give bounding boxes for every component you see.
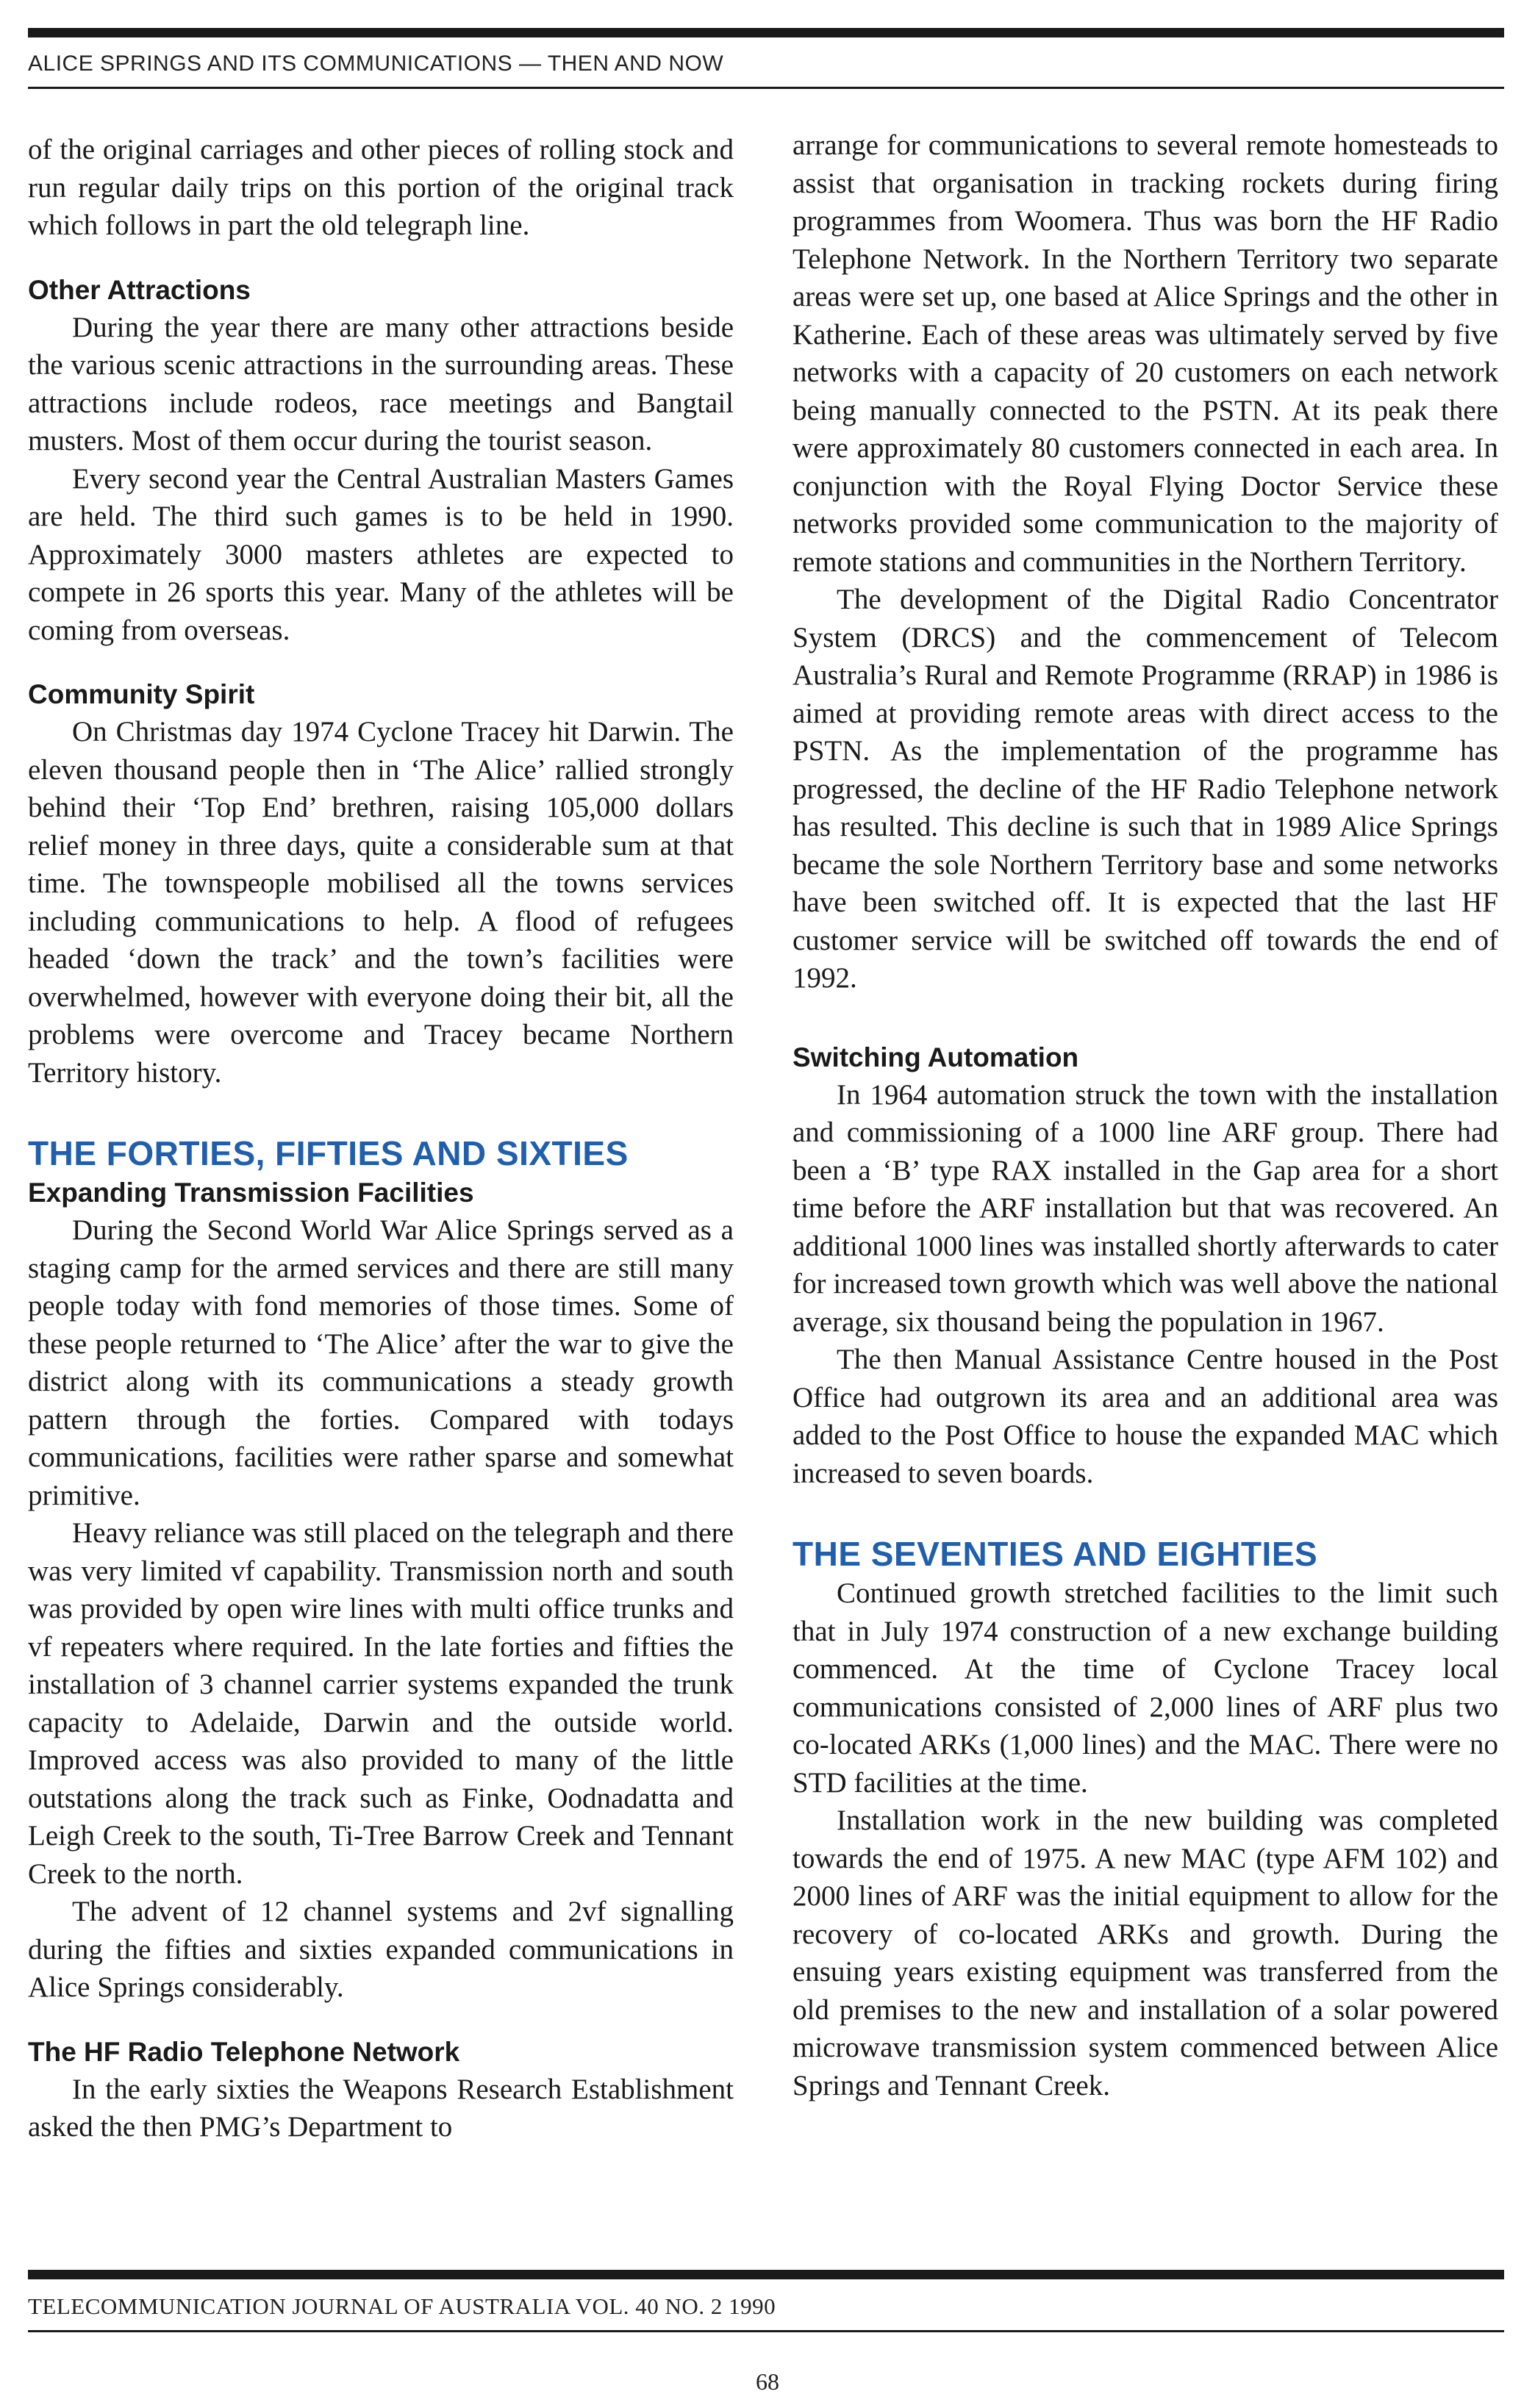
footer-rule-thin — [28, 2330, 1504, 2332]
paragraph: The then Manual Assistance Centre housed in the Post Office had outgrown its area and an additional area was added to the Post Office to house the expanded MAC which increased to seven boards. — [792, 1344, 1498, 1489]
header-rule-thin — [28, 87, 1504, 89]
paragraph: In 1964 automation struck the town with the installation and commissioning of a 1000 line ARF group. There had been a ‘B’ type RAX installed in the Gap area for a short time before the ARF installation but that was recovered. An additional 1000 lines was installed shortly afterwards to cater for increased town growth which was well above the national average, six thousand being the population in 1967. — [792, 1078, 1498, 1338]
paragraph: Every second year the Central Australian Masters Games are held. The third such games is to be held in 1990. Approximately 3000 masters athletes are expected to compete in 26 sports this year. Many of the athletes will be coming from overseas. — [28, 462, 734, 646]
paragraph: During the Second World War Alice Springs served as a staging camp for the armed services and there are still many people today with fond memories of those times. Some of these people returned to ‘The Alice’ after the war to give the district along with its communications a steady growth pattern through the forties. Compared with todays communications, facilities were rather sparse and somewhat primitive. — [28, 1214, 734, 1511]
subheading-community-spirit: Community Spirit — [28, 679, 255, 709]
footer-rule-thick — [28, 2270, 1504, 2279]
left-column — [28, 131, 734, 2146]
paragraph: Installation work in the new building was completed towards the end of 1975. A new MAC (type AFM 102) and 2000 lines of ARF was the initial equipment to allow for the recovery of co-located ARKs and growth. During the ensuing years existing equipment was transferred from the old premises to the new and installation of a solar powered microwave transmission system commenced between Alice Springs and Tennant Creek. — [792, 1805, 1498, 2101]
paragraph: In the early sixties the Weapons Research Establishment asked the then PMG’s Department to — [28, 2073, 734, 2143]
page-number: 68 — [756, 2368, 779, 2395]
journal-citation: TELECOMMUNICATION JOURNAL OF AUSTRALIA VOL. 40 NO. 2 1990 — [28, 2293, 776, 2319]
paragraph: The advent of 12 channel systems and 2vf signalling during the fifties and sixties expanded communications in Alice Springs considerably. — [28, 1896, 734, 2003]
paragraph: of the original carriages and other pieces of rolling stock and run regular daily trips on this portion of the original track which follows in part the old telegraph line. — [28, 134, 734, 241]
paragraph: During the year there are many other attractions beside the various scenic attractions in the surrounding areas. These attractions include rodeos, race meetings and Bangtail musters. Most of them occur during the tourist season. — [28, 311, 734, 456]
paragraph: arrange for communications to several remote homesteads to assist that organisation in tracking rockets during firing programmes from Woomera. Thus was born the HF Radio Telephone Network. In the Northern Territory two separate areas were set up, one based at Alice Springs and the other in Katherine. Each of these areas was ultimately served by five networks with a capacity of 20 customers on each network being manually connected to the PSTN. At its peak there were approximately 80 customers connected in each area. In conjunction with the Royal Flying Doctor Service these networks provided some communication to the majority of remote stations and communities in the Northern Territory. — [792, 129, 1498, 578]
subheading-switching-automation: Switching Automation — [792, 1042, 1079, 1072]
section-heading-forties: THE FORTIES, FIFTIES AND SIXTIES — [28, 1134, 629, 1172]
subheading-expanding-transmission: Expanding Transmission Facilities — [28, 1178, 474, 1208]
paragraph: Heavy reliance was still placed on the telegraph and there was very limited vf capability. Transmission north and south was provided by open wire lines with multi office trunks and vf repeaters where required. In the late forties and fifties the installation of 3 channel carrier systems expanded the trunk capacity to Adelaide, Darwin and the outside world. Improved access was also provided to many of the little outstations along the track such as Finke, Oodnadatta and Leigh Creek to the south, Ti-Tree Barrow Creek and Tennant Creek to the north. — [28, 1517, 734, 1890]
section-heading-seventies: THE SEVENTIES AND EIGHTIES — [792, 1535, 1318, 1573]
paragraph: On Christmas day 1974 Cyclone Tracey hit Darwin. The eleven thousand people then in ‘The Alice’ rallied strongly behind their ‘Top End’ brethren, raising 105,000 dollars relief money in three days, quite a considerable sum at that time. The townspeople mobilised all the towns services including communications to help. A flood of refugees headed ‘down the track’ and the town’s facilities were overwhelmed, however with everyone doing their bit, all the problems were overcome and Tracey became Northern Territory history. — [28, 716, 734, 1089]
subheading-hf-radio: The HF Radio Telephone Network — [28, 2036, 460, 2067]
header-rule-thick — [28, 28, 1504, 37]
subheading-other-attractions: Other Attractions — [28, 274, 251, 305]
running-head: ALICE SPRINGS AND ITS COMMUNICATIONS — THEN AND NOW — [28, 51, 724, 76]
right-column — [792, 126, 1498, 2104]
paragraph: Continued growth stretched facilities to the limit such that in July 1974 construction of a new exchange building commenced. At the time of Cyclone Tracey local communications consisted of 2,000 lines of ARF plus two co-located ARKs (1,000 lines) and the MAC. There were no STD facilities at the time. — [792, 1577, 1498, 1799]
paragraph: The development of the Digital Radio Concentrator System (DRCS) and the commencement of Telecom Australia’s Rural and Remote Programme (RRAP) in 1986 is aimed at providing remote areas with direct access to the PSTN. As the implementation of the programme has progressed, the decline of the HF Radio Telephone network has resulted. This decline is such that in 1989 Alice Springs became the sole Northern Territory base and some networks have been switched off. It is expected that the last HF customer service will be switched off towards the end of 1992. — [792, 584, 1498, 994]
